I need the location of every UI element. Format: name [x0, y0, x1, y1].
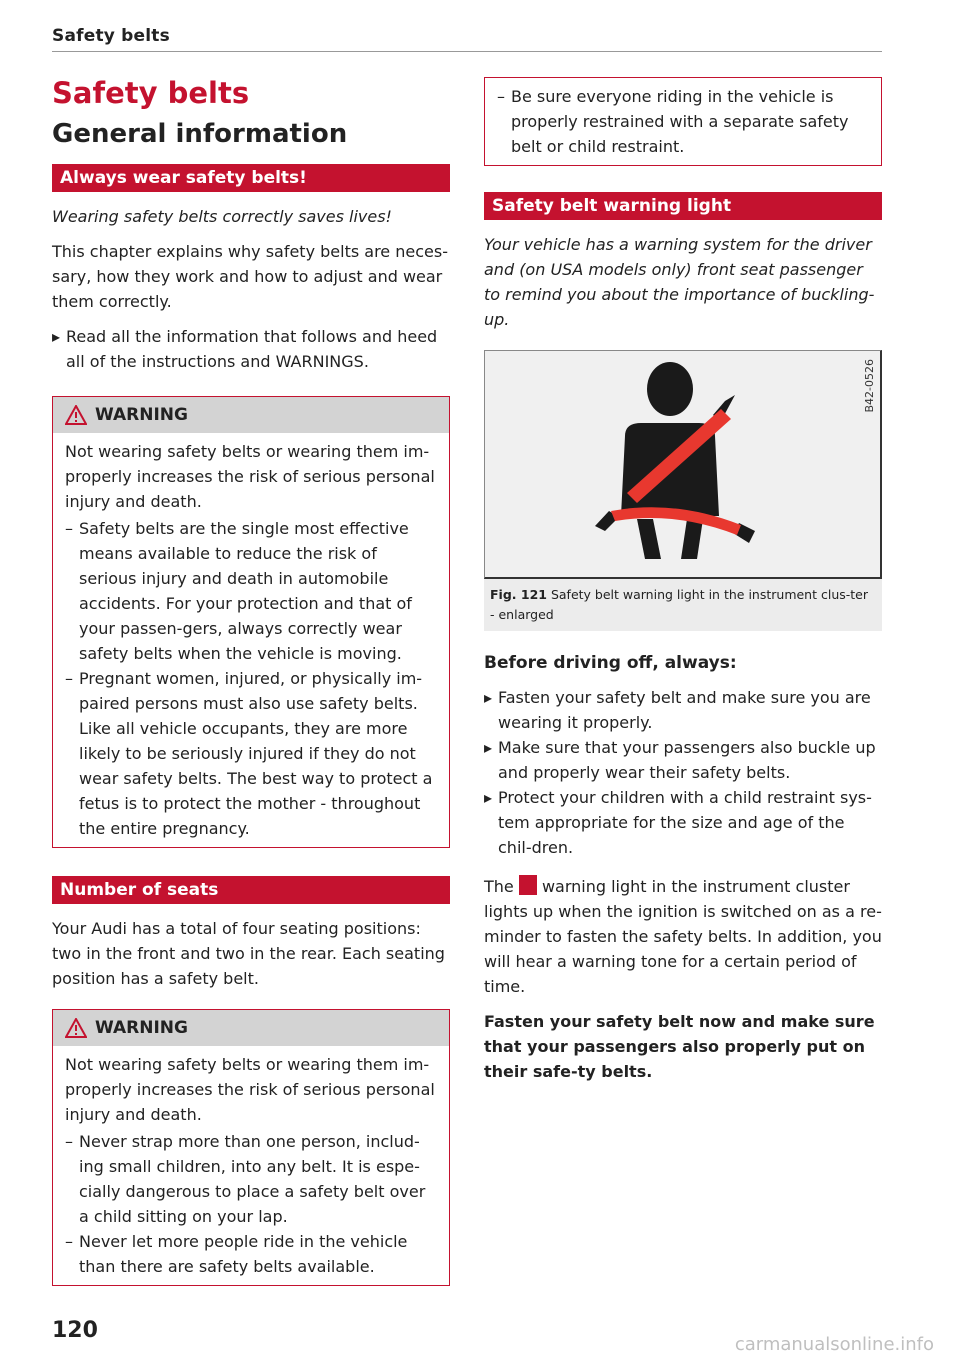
warning-triangle-icon [65, 405, 87, 425]
seatbelt-warning-icon [485, 351, 881, 575]
running-head: Safety belts [52, 26, 170, 46]
warning-text: Not wearing safety belts or wearing them im-properly increases the risk of serious personal injury and death. [65, 441, 435, 511]
section-intro: Your vehicle has a warning system for the driver and (on USA models only) front seat passenger to remind you about the importance of buckling-up. [484, 235, 875, 329]
warning-header [53, 1010, 449, 1046]
seatbelt-light-icon [519, 875, 537, 895]
warning-body [53, 433, 449, 847]
watermark: carmanualsonline.info [734, 1334, 934, 1355]
warning-light-paragraph [484, 874, 882, 999]
warning-box [52, 396, 450, 848]
figure-label: Fig. 121 [490, 587, 547, 602]
paragraph-rest: warning light in the instrument cluster lights up when the ignition is switched on as a re-minder to fasten the safety belts. In addition, you will hear a warning tone for a certain period of time. [484, 877, 882, 996]
section-intro: Wearing safety belts correctly saves lives! [52, 206, 392, 226]
warning-item: – Pregnant women, injured, or physically im-paired persons must also use safety belts. Like all vehicle occupants, they are more likely to be seriously injured if they do not wear safety belts. The best way to protect a fetus is to protect the mother - throughout the entire pregnancy. [65, 666, 437, 841]
warning-title: WARNING [95, 1017, 188, 1038]
warning-item: – Safety belts are the single most effective means available to reduce the risk of serious injury and death in automobile accidents. For your protection and that of your passen-gers, always correctly wear safety belts when the vehicle is moving. [65, 516, 437, 666]
instruction-bullet: ▸ Read all the information that follows and heed all of the instructions and WARNINGS. [52, 324, 450, 374]
figure-caption-text: Safety belt warning light in the instrument clus-ter - enlarged [490, 587, 869, 622]
warning-header [53, 397, 449, 433]
before-driving-heading: Before driving off, always: [484, 653, 737, 673]
figure-caption [484, 579, 882, 631]
page-title: Safety belts [52, 76, 250, 110]
paragraph-lead: The [484, 877, 514, 896]
figure-id: B42-0526 [863, 359, 876, 413]
left-column [52, 70, 450, 1304]
warning-triangle-icon [65, 1018, 87, 1038]
section-bar-warning-light: Safety belt warning light [484, 192, 882, 220]
header-rule [52, 51, 882, 52]
instruction-bullet: ▸ Fasten your safety belt and make sure you are wearing it properly. [484, 685, 882, 735]
figure-seatbelt-light [484, 350, 882, 579]
instruction-bullet: ▸ Protect your children with a child restraint sys-tem appropriate for the size and age of the chil-dren. [484, 785, 882, 860]
warning-text: Not wearing safety belts or wearing them im-properly increases the risk of serious personal injury and death. [65, 1054, 435, 1124]
instruction-bullet: ▸ Make sure that your passengers also buckle up and properly wear their safety belts. [484, 735, 882, 785]
info-box [484, 77, 882, 166]
section-paragraph: This chapter explains why safety belts are neces-sary, how they work and how to adjust and wear them correctly. [52, 241, 448, 311]
warning-title: WARNING [95, 404, 188, 425]
info-item: – Be sure everyone riding in the vehicle is properly restrained with a separate safety belt or child restraint. [497, 84, 869, 159]
page-subtitle: General information [52, 118, 348, 149]
right-column [484, 77, 882, 1094]
section-bar-always-wear: Always wear safety belts! [52, 164, 450, 192]
warning-body [53, 1046, 449, 1285]
closing-statement: Fasten your safety belt now and make sure that your passengers also properly put on their safe-ty belts. [484, 1012, 875, 1081]
section-bar-number-of-seats: Number of seats [52, 876, 450, 904]
warning-item: – Never let more people ride in the vehicle than there are safety belts available. [65, 1229, 437, 1279]
page-number: 120 [52, 1318, 98, 1343]
warning-box [52, 1009, 450, 1286]
warning-item: – Never strap more than one person, includ-ing small children, into any belt. It is espe-cially dangerous to place a safety belt over a child sitting on your lap. [65, 1129, 437, 1229]
section-paragraph: Your Audi has a total of four seating positions: two in the front and two in the rear. Each seating position has a safety belt. [52, 918, 445, 988]
